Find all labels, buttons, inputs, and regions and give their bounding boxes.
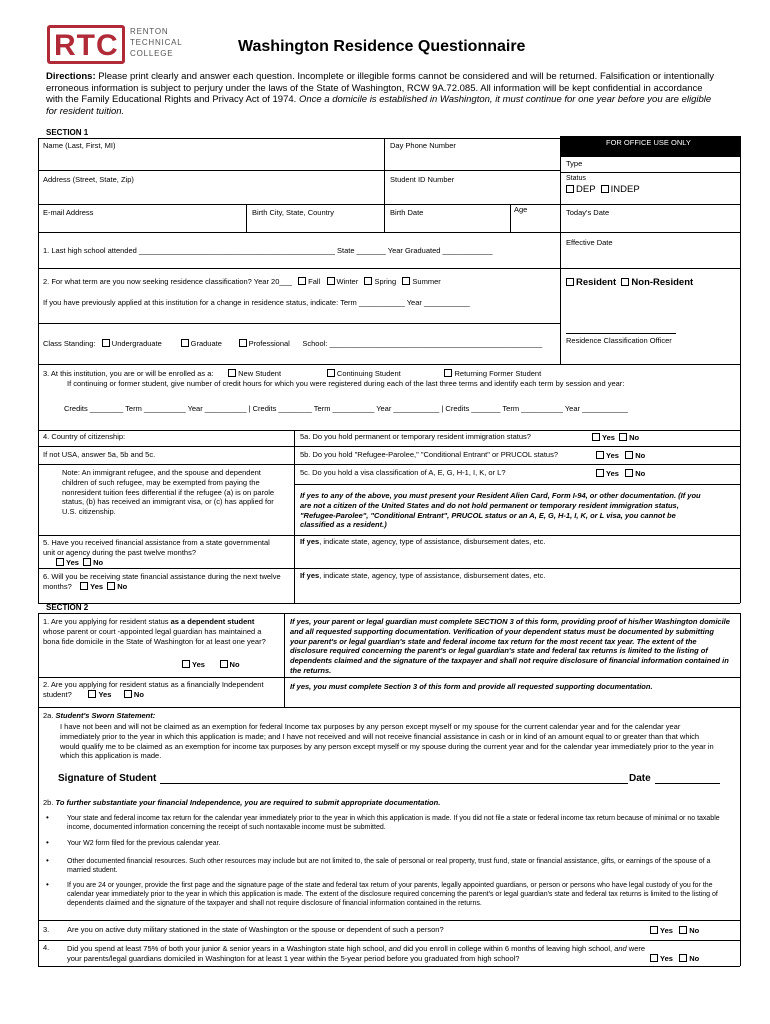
q5-yes-checkbox[interactable] [56,558,64,566]
continuing-student-label: Continuing Student [336,369,401,378]
q2-term [43,277,441,287]
email-label: E-mail Address [43,208,94,217]
resident-choice [566,278,693,289]
q6-if-yes-rest: , indicate state, agency, type of assistance, disbursement dates, etc. [319,571,546,580]
s2-q3-yes-checkbox[interactable] [650,926,658,934]
q5-financial-assistance: 5. Have you received financial assistance from a state governmental unit or agency during the past twelve months? [43,538,270,557]
q6-no-label: No [117,581,128,591]
q5b-yes-no [596,451,645,461]
student-id-field[interactable] [385,186,559,203]
q6-yes-label: Yes [90,581,104,591]
s2-q4-and2: and [614,944,627,953]
s2-q3-yes-no [650,926,699,936]
q2-previous[interactable]: If you have previously applied at this institution for a change in residence status, indicate: Term ___________ Year ___________ [43,298,470,307]
spring-label: Spring [374,277,397,286]
day-phone-field[interactable] [385,152,559,169]
s2-q4-a: Did you spend at least 75% of both your junior & senior years in a Washington state high school, [67,944,387,953]
new-student-checkbox[interactable] [228,369,236,377]
name-field[interactable] [39,152,383,169]
q2-text: 2. For what term are you now seeking residence classification? Year 20___ [43,277,292,286]
name-label: Name (Last, First, MI) [43,141,116,150]
s2b-label: 2b. [43,798,54,807]
bullet-4: If you are 24 or younger, provide the first page and the signature page of the state and federal tax return of your parents, legally appointed guardians, or person or persons who have legal custody of you for the calendar year immediately prior to the year in which this application is made. The extent of the disclosure required concerning the parent's or legal guardian's state and federal tax returns is limited to the listing of dependents claimed and the signature of the taxpayer and shall not require disclosure of financial information contained in the returns. [67,882,718,908]
q5a-yes-no [592,433,639,443]
non-resident-checkbox[interactable] [621,278,629,286]
q5-yes-label: Yes [66,558,79,567]
s2-q1-yes-label: Yes [192,660,205,669]
s2-q2-text [43,680,273,700]
student-id-label: Student ID Number [390,175,455,184]
fall-checkbox[interactable] [298,277,306,285]
s2-q1-yes-checkbox[interactable] [182,660,190,668]
q5c-yes-no [596,469,645,479]
date-label: Date [629,773,651,784]
q4-citizenship: 4. Country of citizenship: [43,432,126,441]
school-field[interactable]: School: ___________________________________________________ [302,339,543,348]
todays-date-label: Today's Date [566,208,610,217]
q5-if-yes-rest: , indicate state, agency, type of assistance, disbursement dates, etc. [319,537,546,546]
s2-q3-no-checkbox[interactable] [679,926,687,934]
q5c-text: 5c. Do you hold a visa classification of A, E, G, H-1, I, K, or L? [300,468,506,477]
section1-heading: SECTION 1 [46,128,89,137]
bullet-2: Your W2 form filed for the previous calendar year. [67,840,221,847]
age-label: Age [514,205,528,214]
signature-label: Signature of Student [58,773,157,784]
s2-q4-yes-no [650,954,699,964]
s2-q4-and1: and [388,944,402,953]
indep-label: INDEP [610,184,640,195]
credits-line[interactable]: Credits ________ Term __________ Year __________ | Credits ________ Term __________ Year ___________ | Credits _______ Term __________ Year ___________ [64,404,628,413]
effective-date-label: Effective Date [566,238,613,247]
q6-yes-checkbox[interactable] [80,582,88,590]
q5-if-yes-label: If yes [300,537,320,546]
continuing-student-checkbox[interactable] [327,369,335,377]
s2-q4-yes-label: Yes [660,954,673,963]
class-standing [43,339,542,349]
s2-q3-yes-label: Yes [660,926,673,935]
q6-text: 6. Will you be receiving state financial assistance during the next twelve months? [43,572,281,591]
q3-enrollment [43,369,541,379]
bullet-1: Your state and federal income tax return for the calendar year immediately prior to the year in which this application is made. If you did not file a state or federal income tax return because of minimal or no taxable income, documented information concerning the receipt of such nontaxable income must be submitted. [67,815,720,832]
logo-line1: RENTON [130,27,169,36]
q5b-no-label: No [635,451,646,460]
s2-q4-b: did you enroll in college within 6 months of leaving high school, [403,944,613,953]
bullet-3-dot: • [46,856,49,865]
s2-q4-c: were your parents/legal guardians domiciled in Washington for at least 1 year within the 5-year period before you graduated from high school? [67,944,646,963]
q5c-yes-label: Yes [606,469,619,478]
bullet-3: Other documented financial resources. Such other resources may include but are not limited to, the sale of personal or real property, trust fund, state or financial assistance, gifts, or earnings of the spouse of a married student. [67,858,711,875]
q5-no-checkbox[interactable] [83,558,91,566]
q5c-no-checkbox[interactable] [625,469,633,477]
q6-no-checkbox[interactable] [107,582,115,590]
not-usa-note: If not USA, answer 5a, 5b and 5c. [43,450,156,459]
s2a-title: Student's Sworn Statement: [55,711,156,720]
q5a-text: 5a. Do you hold permanent or temporary resident immigration status? [300,432,531,441]
indep-checkbox[interactable] [601,185,609,193]
q6-if-yes [300,572,545,581]
winter-label: Winter [336,277,359,286]
s2-q2-no-checkbox[interactable] [124,690,132,698]
s2-q1-no-label: No [229,660,240,669]
office-header [560,136,740,156]
directions-label: Directions: [46,71,96,82]
date-line[interactable] [655,783,720,784]
directions-text: Please print clearly and answer each question. Incomplete or illegible forms cannot be considered and will be returned. Falsification or intentionally erroneous information is subject to perjury under the laws of the State of Washington, RCW 9A.72.085. All information will be kept confidential in accordance with the Family Educational Rights and Privacy Act of 1974. [46,71,714,106]
q5b-yes-label: Yes [606,451,619,460]
bullet-1-dot: • [46,813,49,822]
class-standing-label: Class Standing: [43,339,96,348]
resident-label: Resident [576,277,617,288]
q6-if-yes-label: If yes [300,571,320,580]
resident-checkbox[interactable] [566,278,574,286]
officer-label: Residence Classification Officer [566,336,672,345]
undergraduate-checkbox[interactable] [102,339,110,347]
sworn-statement-text: I have not been and will not be claimed as an exemption for federal Income tax purposes by any person except myself or my spouse for the current calendar year and for the calendar year immediately prior to the year in which this application is made; and I have not received and will not receive financial assistance in cash or in kind of an amount equal to or greater than that which would qualify me to be claimed as an exemption for income tax purposes by any person except myself or my spouse during the current year and for the calendar year immediately prior to the year in which this application is made. [60,722,714,761]
address-label: Address (Street, State, Zip) [43,175,134,184]
if-yes-card-text: If yes to any of the above, you must present your Resident Alien Card, Form I-94, or other documentation. (If you are not a citizen of the United States and do not hold permanent or temporary resident immigration status, "Refugee-Parolee", "Conditional Entrant", PRUCOL status or an A, E, G, H-1, I, K, or L visa, you cannot be classified as a resident.) [300,491,701,530]
q5c-no-label: No [635,469,646,478]
refugee-note: Note: An immigrant refugee, and the spouse and dependent children of such refugee, may be exempted from paying the nonresident tuition fees differential if the refugee (a) is on parole status, (b) has received an immigrant visa, or (c) has applied for U.S. citizenship. [62,468,275,516]
q5c-yes-checkbox[interactable] [596,469,604,477]
winter-checkbox[interactable] [327,277,335,285]
graduate-checkbox[interactable] [181,339,189,347]
s2b-title: To further substantiate your financial Independence, you are required to submit appropriate documentation. [55,798,441,807]
s2-q3-num: 3. [43,925,50,934]
office-dep-indep [566,185,640,196]
spring-checkbox[interactable] [364,277,372,285]
q3-text: 3. At this institution, you are or will be enrolled as a: [43,369,214,378]
office-status: Status [566,175,586,182]
new-student-label: New Student [238,369,282,378]
summer-checkbox[interactable] [402,277,410,285]
s2-q2-yes-checkbox[interactable] [88,690,96,698]
s2-q1-yes-no [182,660,240,670]
address-field[interactable] [39,186,383,203]
birth-city-label: Birth City, State, Country [252,208,334,217]
s2a-label: 2a. [43,711,54,720]
s2-q2-no-label: No [133,689,144,699]
directions-italic: Once a domicile is established in Washington, it must continue for one year before you are eligible for resident tuition. [46,94,712,117]
s2-q1-b: as a dependent student [170,617,255,626]
q5a-no-checkbox[interactable] [619,433,627,441]
s2-q4-num: 4. [43,943,50,952]
sworn-statement-heading [43,712,155,721]
q5-if-yes [300,538,545,547]
s2-q2-yes-label: Yes [98,689,112,699]
q5-no-label: No [93,558,104,567]
s2b-heading [43,799,440,808]
office-type: Type [566,159,583,168]
q6-financial-assistance [43,572,288,592]
non-resident-label: Non-Resident [631,277,694,288]
returning-student-checkbox[interactable] [444,369,452,377]
office-header-text: FOR OFFICE USE ONLY [606,138,691,147]
graduate-label: Graduate [190,339,222,348]
q5b-yes-checkbox[interactable] [596,451,604,459]
q5-yes-no [56,558,103,568]
logo-mark: RTC [54,29,119,62]
bullet-2-dot: • [46,838,49,847]
s2-q1-a: 1. Are you applying for resident status [43,617,169,626]
dep-label: DEP [576,184,596,195]
bullet-4-dot: • [46,880,49,889]
s2-q3-text: Are you on active duty military stationed in the state of Washington or the spouse or dependent of such a person? [67,925,444,934]
dep-checkbox[interactable] [566,185,574,193]
s2-q1-text [43,617,268,646]
s2-q4-no-label: No [689,954,700,963]
s2-q1-c: whose parent or court -appointed legal guardian has maintained a bona fide domicile in the State of Washington for at least one year? [43,626,266,646]
q5b-text: 5b. Do you hold "Refugee-Parolee," "Conditional Entrant" or PRUCOL status? [300,450,559,459]
logo-line3: COLLEGE [130,49,174,58]
professional-checkbox[interactable] [239,339,247,347]
s2-q3-no-label: No [689,926,700,935]
s2-q2-yes-text: If yes, you must complete Section 3 of this form and provide all requested supporting documentation. [290,682,653,691]
s2-q4-yes-checkbox[interactable] [650,954,658,962]
q5a-yes-label: Yes [602,433,615,442]
summer-label: Summer [412,277,441,286]
logo-line2: TECHNICAL [130,38,183,47]
s2-q4-no-checkbox[interactable] [679,954,687,962]
s2-q2-question: 2. Are you applying for resident status as a financially Independent student? [43,680,264,699]
professional-label: Professional [248,339,290,348]
s2-q1-yes-text: If yes, your parent or legal guardian must complete SECTION 3 of this form, providing proof of his/her Washington domicile and all requested supporting documentation. Verification of your dependent status must be documented by submitting your parent's or legal guardian's state and federal income tax return for the most recent tax year. The extent of the disclosure required concerning the parent's or legal guardian's state and federal tax returns is limited to the listing of dependents claimed and the signature of the taxpayer and shall not require disclosure of financial information contained in the returns. [290,617,730,675]
signature-line[interactable] [160,783,628,784]
section2-heading: SECTION 2 [46,603,89,612]
q5a-yes-checkbox[interactable] [592,433,600,441]
q5a-no-label: No [629,433,640,442]
birth-date-label: Birth Date [390,208,424,217]
s2-q4-text [67,944,647,964]
q1-high-school[interactable]: 1. Last high school attended _______________________________________________ State _______ Year Graduated ____________ [43,246,493,255]
page-title: Washington Residence Questionnaire [238,38,526,55]
undergraduate-label: Undergraduate [111,339,162,348]
q3-sub: If continuing or former student, give number of credit hours for which you were registered during each of the last three terms and identify each term by session and year: [67,379,625,388]
q5b-no-checkbox[interactable] [625,451,633,459]
fall-label: Fall [308,277,321,286]
day-phone-label: Day Phone Number [390,141,456,150]
directions [46,71,722,117]
returning-student-label: Returning Former Student [454,369,542,378]
s2-q1-no-checkbox[interactable] [220,660,228,668]
logo [47,25,125,64]
